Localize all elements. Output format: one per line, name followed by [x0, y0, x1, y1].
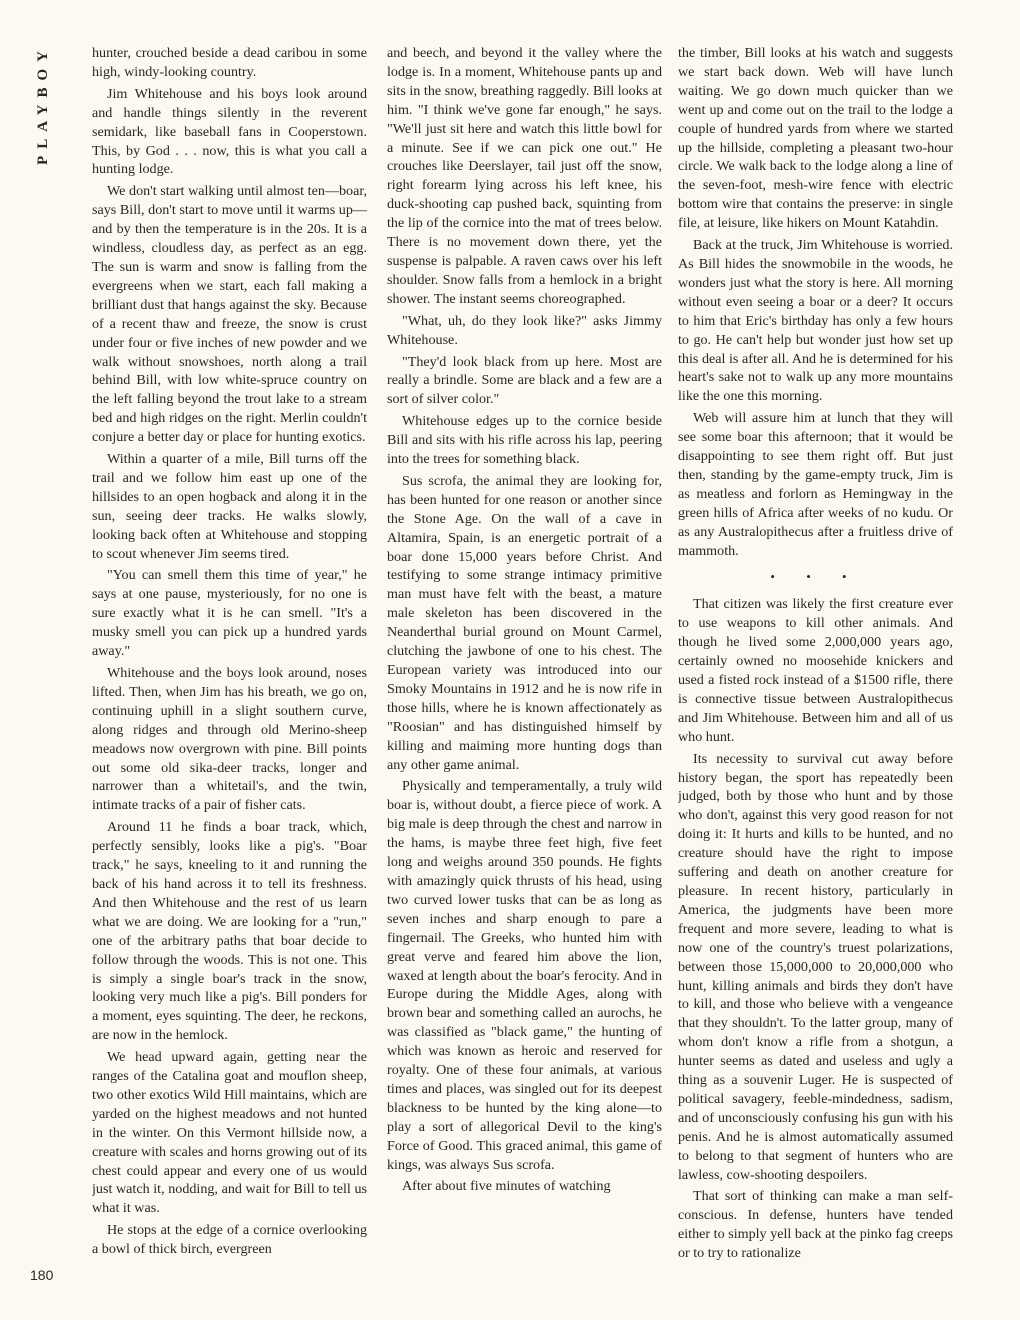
paragraph: Its necessity to survival cut away before history began, the sport has repeatedly been judged, both by those who hunt and by those who don't, against this very good reason for not doing it: It hurts and kills to be hunted, and no creature should have the right to impose suffering and death on another creature for pleasure. In recent history, particularly in America, the judgments have been more frequent and more severe, leading to what is now one of the country's truest polarizations, between those 15,000,000 to 20,000,000 who hunt, killing animals and birds they don't have to kill, and those who believe with a vengeance that they shouldn't. To the latter group, many of whom don't know a rifle from a shotgun, a hunter seems as dated and useless and ugly a thing as a souvenir Luger. He is suspected of political savagery, feeble-mindedness, sadism, and of unconsciously confusing his gun with his penis. And he is almost automatically assumed to belong to that segment of hunters who are lawless, cow-shooting despoilers.: [678, 750, 953, 1183]
paragraph: the timber, Bill looks at his watch and suggests we start back down. Web will have lunch waiting. We go down much quicker than we went up and come out on the trail to the lodge a couple of hundred yards from where we started up the hillside, completing a pleasant two-hour circle. We walk back to the lodge along a line of the seven-foot, mesh-wire fence with electric bottom wire that contains the preserve: in single file, at leisure, like hikers on Mount Katahdin.: [678, 45, 953, 232]
paragraph: We head upward again, getting near the ranges of the Catalina goat and mouflon sheep, two other exotics Wild Hill maintains, which are yarded on the highest meadows and not hunted in the winter. On this Vermont hillside now, a creature with scales and horns growing out of its chest could appear and every one of us would just watch it, nodding, and wait for Bill to tell us what it was.: [92, 1049, 367, 1217]
paragraph: After about five minutes of watching: [402, 1178, 611, 1195]
paragraph: Around 11 he finds a boar track, which, perfectly sensibly, looks like a pig's. "Boar track," he says, kneeling to it and running the back of his hand across it to tell its freshness. And then Whitehouse and the rest of us learn what we are doing. We are looking for a "run," one of the arbitrary paths that boar decide to follow through the woods. This is not one. This is simply a single boar's track in the snow, looking very much like a pig's. Bill ponders for a moment, eyes squinting. The deer, he reckons, are now in the hemlock.: [92, 819, 367, 1044]
paragraph: Back at the truck, Jim Whitehouse is worried. As Bill hides the snowmobile in the woods, he wonders just what the story is here. All morning without even seeing a boar or a deer? It occurs to him that Eric's birthday has only a few hours to go. He can't help but wonder just how set up this deal is after all. And he is determined for his heart's sake not to walk up any more mountains like the one this morning.: [678, 237, 953, 405]
column-2: [387, 44, 662, 1294]
paragraph: Within a quarter of a mile, Bill turns off the trail and we follow him east up one of the hillsides to an open hogback and along it in the sun, seeing deer tracks. He walks slowly, looking back often at Whitehouse and stopping to scout whenever Jim seems tired.: [92, 451, 367, 562]
paragraph: "They'd look black from up here. Most are really a brindle. Some are black and a few are a sort of silver color.": [387, 353, 662, 408]
paragraph: He stops at the edge of a cornice overlooking a bowl of thick birch, evergreen: [92, 1222, 367, 1258]
paragraph: Whitehouse edges up to the cornice beside Bill and sits with his rifle across his lap, peering into the trees for something black.: [387, 413, 662, 468]
section-break: • • •: [770, 569, 861, 585]
paragraph: and beech, and beyond it the valley where the lodge is. In a moment, Whitehouse pants up and sits in the snow, breathing raggedly. Bill looks at him. "I think we've gone far enough," he says. "We'll just sit here and watch this little bowl for a minute. See if we can pick one out." He crouches like Deerslayer, tail just off the snow, right forearm lying across his left knee, his duck-shooting cap pushed back, squinting from the lip of the cornice into the mat of trees below. There is no movement down there, yet the suspense is palpable. A raven caws over his left shoulder. Snow falls from a hemlock in a bright shower. The instant seems choreographed.: [387, 45, 662, 307]
paragraph: We don't start walking until almost ten—boar, says Bill, don't start to move until it warms up—and by then the temperature is in the 20s. It is a windless, cloudless day, as perfect as an egg. The sun is warm and snow is falling from the evergreens when we start, each fall making a brilliant dust that hangs against the sky. Because of a recent thaw and freeze, the snow is crust under four or five inches of new powder and we walk without snowshoes, north along a trail behind Bill, with low white-spruce country on the left falling beyond the trout lake to a stream bed and high ridges on the right. Merlin couldn't conjure a better day or place for hunting exotics.: [92, 183, 367, 446]
page-number: 180: [30, 1267, 54, 1283]
paragraph: "You can smell them this time of year," he says at one pause, mysteriously, for no one is sure exactly what it is he can smell. "It's a musky smell you can pick up a hundred yards away.": [92, 567, 367, 660]
paragraph: Physically and temperamentally, a truly wild boar is, without doubt, a fierce piece of work. A big male is deep through the chest and narrow in the hams, is maybe three feet high, five feet long and weighs around 350 pounds. He fights with amazingly quick thrusts of his head, using two curved lower tusks that can be as long as seven inches and sharp enough to pare a fingernail. The Greeks, who hunted him with great verve and feared him above the lion, waxed at length about the boar's ferocity. And in Europe during the Middle Ages, along with brown bear and something called an aurochs, he was classified as "black game," the hunting of which was known as heroic and reserved for royalty. One of these four animals, at various times and places, was singled out for its deepest blackness to be hunted by the king alone—to play a sort of allegorical Devil to the king's Force of Good. This graced animal, this game of kings, was always Sus scrofa.: [387, 778, 662, 1173]
paragraph: That citizen was likely the first creature ever to use weapons to kill other animals. And though he lived some 2,000,000 years ago, certainly owned no moosehide knickers and used a fisted rock instead of a $1500 rifle, there is connective tissue between Australopithecus and Jim Whitehouse. Between him and all of us who hunt.: [678, 596, 953, 745]
paragraph: "What, uh, do they look like?" asks Jimmy Whitehouse.: [387, 312, 662, 348]
paragraph: Whitehouse and the boys look around, noses lifted. Then, when Jim has his breath, we go on, continuing uphill in a slight southern curve, along ridges and through old Merino-sheep meadows now overgrown with pine. Bill points out some old sika-deer tracks, longer and narrower than a whitetail's, and the twin, intimate tracks of a pair of fisher cats.: [92, 665, 367, 814]
paragraph: That sort of thinking can make a man self-conscious. In defense, hunters have tended either to simply yell back at the pinko fag creeps or to try to rationalize: [678, 1188, 953, 1262]
paragraph: Sus scrofa, the animal they are looking for, has been hunted for one reason or another since the Stone Age. On the wall of a cave in Altamira, Spain, is an energetic portrait of a boar done 15,000 years before Christ. And testifying to some strange intimacy primitive man must have felt with the beast, a mature male skeleton has been discovered in the Neanderthal burial ground on Mount Carmel, clutching the jawbone of one to his chest. The European variety was introduced into our Smoky Mountains in 1912 and he is now rife in those hills, where he is known affectionately as "Roosian" and has distinguished himself by killing and maiming more hunting dogs than any other game animal.: [387, 472, 662, 773]
paragraph: Web will assure him at lunch that they will see some boar this afternoon; that it would be disappointing to see them right off. But just then, standing by the game-empty truck, Jim is as meatless and forlorn as Hemingway in the green hills of Africa after weeks of no kudu. Or as any Australopithecus after a fruitless drive of mammoth.: [678, 410, 953, 559]
paragraph: Jim Whitehouse and his boys look around and handle things silently in the reverent semidark, like baseball fans in Cooperstown. This, by God . . . now, this is what you call a hunting lodge.: [92, 85, 367, 178]
magazine-name: PLAYBOY: [35, 44, 51, 165]
column-3: [678, 44, 953, 1294]
column-1: [92, 44, 367, 1294]
paragraph: hunter, crouched beside a dead caribou in some high, windy-looking country.: [92, 45, 367, 80]
